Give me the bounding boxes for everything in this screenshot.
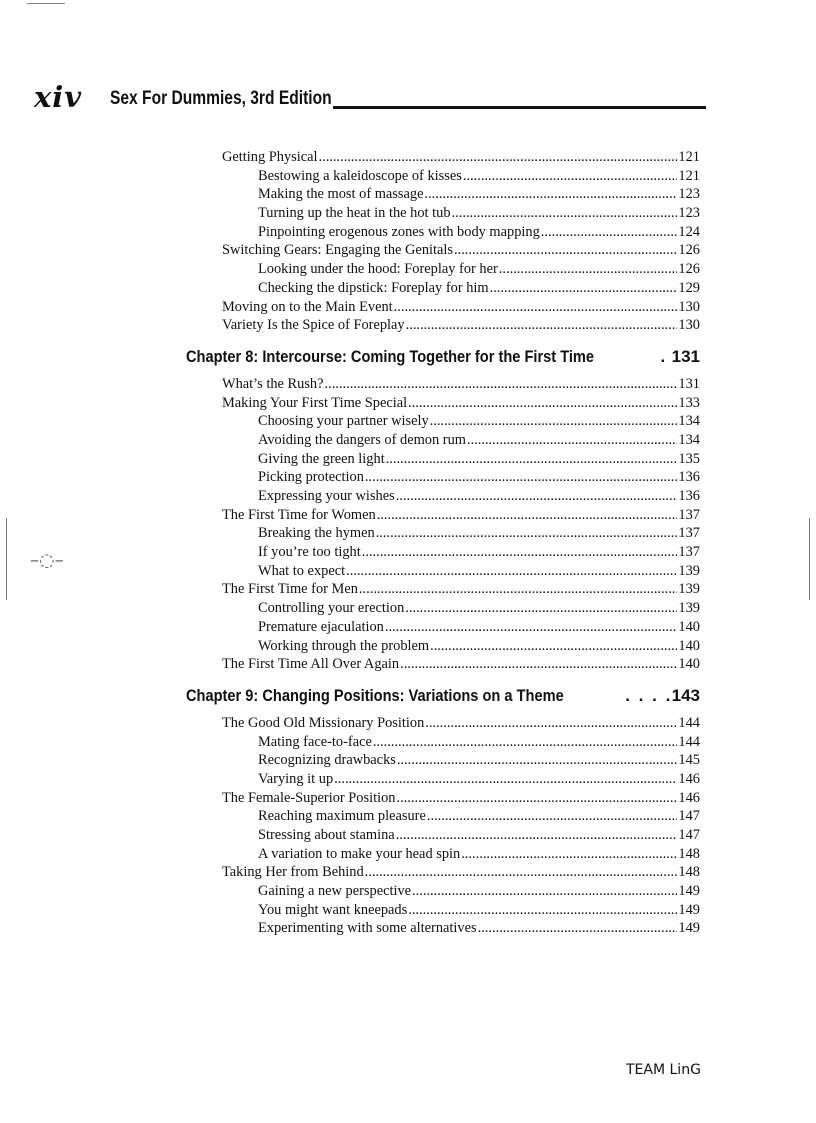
dot-leader [362,543,678,562]
dot-leader [405,599,677,618]
dot-leader [359,580,677,599]
entry-page-number: 149 [678,920,700,937]
entry-page-number: 136 [678,488,700,504]
entry-page-number: 129 [678,279,700,296]
dot-leader [365,468,677,487]
page-number: xiv [34,80,83,114]
entry-title: What to expect [258,562,346,579]
entry-title: Moving on to the Main Event [222,298,393,315]
entry-page-number: 137 [678,525,700,542]
dot-leader [396,789,677,808]
entry-title: Pinpointing erogenous zones with body mapping [258,223,540,240]
dot-leader [412,882,677,901]
chapter-heading [186,686,700,706]
dot-leader [346,562,677,581]
chapter-page-number: 143 [671,685,700,705]
chapter-title: Chapter 9: Changing Positions: Variations on a Theme [186,685,564,705]
table-of-contents [0,148,816,938]
entry-title: Picking protection [258,469,364,486]
entry-page-number: 148 [678,845,700,862]
entry-page-number: 136 [678,469,700,486]
entry-title: The Good Old Missionary Position [222,714,425,731]
dot-leader [408,901,677,920]
toc-section-entry [222,316,700,335]
entry-page-number: 140 [678,656,700,673]
entry-page-number: 126 [678,261,700,278]
toc-section-entry [222,789,700,808]
dot-leader [397,751,678,770]
toc-subsection-entry [258,919,700,938]
dot-leader [365,863,678,882]
entry-title: The First Time All Over Again [222,656,400,673]
chapter-page-number: 131 [671,346,700,366]
entry-title: If you’re too tight [258,544,361,561]
footer-tag: TEAM LinG [626,1062,701,1078]
toc-subsection-entry [258,468,700,487]
entry-page-number: 139 [678,600,700,617]
toc-section-entry [222,580,700,599]
dot-leader [325,375,678,394]
entry-page-number: 135 [678,450,700,467]
entry-page-number: 145 [678,752,700,769]
toc-subsection-entry [258,279,700,298]
toc-section-entry [222,655,700,674]
entry-page-number: 147 [678,808,700,825]
entry-title: Gaining a new perspective [258,883,412,900]
dot-leader [452,204,678,223]
dot-leader [461,845,677,864]
toc-subsection-entry [258,543,700,562]
toc-subsection-entry [258,770,700,789]
crop-mark [27,3,65,4]
entry-title: Expressing your wishes [258,488,395,504]
dot-leader [463,167,678,186]
entry-title: Variety Is the Spice of Foreplay [222,317,405,334]
dot-leader [625,686,671,706]
toc-subsection-entry [258,204,700,223]
entry-title: Looking under the hood: Foreplay for her [258,261,498,278]
dot-leader [400,655,677,674]
toc-subsection-entry [258,412,700,431]
entry-page-number: 130 [678,298,700,315]
entry-title: Avoiding the dangers of demon rum [258,431,466,448]
entry-title: A variation to make your head spin [258,845,461,862]
entry-title: Making the most of massage [258,186,424,203]
entry-title: Getting Physical [222,149,318,165]
entry-page-number: 134 [678,413,700,430]
dot-leader [385,618,678,637]
running-head-title: Sex For Dummies, 3rd Edition [110,88,332,109]
entry-page-number: 149 [678,883,700,900]
dot-leader [406,316,678,335]
toc-subsection-entry [258,524,700,543]
toc-section-entry [222,148,700,167]
entry-page-number: 148 [678,864,700,881]
entry-title: Checking the dipstick: Foreplay for him [258,279,489,296]
entry-title: Switching Gears: Engaging the Genitals [222,242,454,259]
toc-section-entry [222,241,700,260]
toc-section-entry [222,506,700,525]
dot-leader [430,637,677,656]
entry-page-number: 133 [678,394,700,411]
toc-subsection-entry [258,185,700,204]
toc-subsection-entry [258,618,700,637]
dot-leader [396,487,678,506]
entry-title: Mating face-to-face [258,733,372,750]
dot-leader [490,279,678,298]
dot-leader [427,807,678,826]
toc-subsection-entry [258,562,700,581]
entry-page-number: 121 [678,149,700,165]
entry-title: Giving the green light [258,450,385,467]
entry-title: The First Time for Men [222,581,358,598]
entry-title: Choosing your partner wisely [258,413,429,430]
entry-page-number: 149 [678,901,700,918]
entry-title: Controlling your erection [258,600,405,617]
dot-leader [386,450,678,469]
entry-title: You might want kneepads [258,901,408,918]
dot-leader [319,148,678,167]
entry-page-number: 147 [678,827,700,843]
dot-leader [376,524,678,543]
chapter-heading [186,347,700,367]
entry-page-number: 137 [678,544,700,561]
dot-leader [541,223,678,242]
entry-title: Working through the problem [258,637,430,654]
dot-leader [430,412,678,431]
toc-subsection-entry [258,431,700,450]
entry-title: Breaking the hymen [258,525,375,542]
dot-leader [334,770,677,789]
entry-title: Experimenting with some alternatives [258,920,477,937]
toc-subsection-entry [258,826,700,845]
toc-subsection-entry [258,845,700,864]
toc-subsection-entry [258,807,700,826]
entry-title: Stressing about stamina [258,827,395,843]
entry-page-number: 137 [678,506,700,523]
dot-leader [373,733,678,752]
toc-section-entry [222,375,700,394]
toc-subsection-entry [258,487,700,506]
toc-subsection-entry [258,901,700,920]
entry-title: Premature ejaculation [258,618,384,635]
entry-page-number: 139 [678,562,700,579]
entry-title: Taking Her from Behind [222,864,364,881]
entry-title: The Female-Superior Position [222,789,396,806]
entry-title: Varying it up [258,770,334,787]
dot-leader [377,506,678,525]
chapter-title: Chapter 8: Intercourse: Coming Together for the First Time [186,346,595,366]
entry-title: Reaching maximum pleasure [258,808,426,825]
entry-page-number: 140 [678,618,700,635]
dot-leader [408,394,677,413]
header-rule [333,106,706,109]
toc-subsection-entry [258,733,700,752]
entry-title: What’s the Rush? [222,375,324,392]
entry-title: Bestowing a kaleidoscope of kisses [258,167,462,184]
dot-leader [499,260,678,279]
toc-section-entry [222,714,700,733]
entry-page-number: 130 [678,317,700,334]
entry-page-number: 134 [678,431,700,448]
entry-page-number: 144 [678,714,700,731]
toc-subsection-entry [258,450,700,469]
toc-subsection-entry [258,637,700,656]
dot-leader [424,185,677,204]
entry-page-number: 123 [678,186,700,203]
toc-subsection-entry [258,751,700,770]
toc-subsection-entry [258,882,700,901]
dot-leader [467,431,677,450]
dot-leader [478,919,678,938]
toc-subsection-entry [258,167,700,186]
entry-page-number: 146 [678,770,700,787]
entry-page-number: 121 [678,167,700,184]
dot-leader [396,826,678,845]
registration-mark-icon: –◌– [30,550,64,571]
toc-subsection-entry [258,260,700,279]
entry-page-number: 144 [678,733,700,750]
toc-section-entry [222,394,700,413]
entry-page-number: 139 [678,581,700,598]
entry-page-number: 140 [678,637,700,654]
entry-title: Turning up the heat in the hot tub [258,205,451,222]
entry-page-number: 146 [678,789,700,806]
dot-leader [454,241,677,260]
entry-title: Recognizing drawbacks [258,752,396,769]
toc-section-entry [222,298,700,317]
toc-subsection-entry [258,599,700,618]
entry-page-number: 124 [678,223,700,240]
entry-page-number: 126 [678,242,700,259]
dot-leader [660,347,671,367]
toc-section-entry [222,863,700,882]
dot-leader [394,298,678,317]
entry-page-number: 131 [678,375,700,392]
entry-page-number: 123 [678,205,700,222]
dot-leader [425,714,677,733]
entry-title: Making Your First Time Special [222,394,408,411]
entry-title: The First Time for Women [222,506,376,523]
toc-subsection-entry [258,223,700,242]
